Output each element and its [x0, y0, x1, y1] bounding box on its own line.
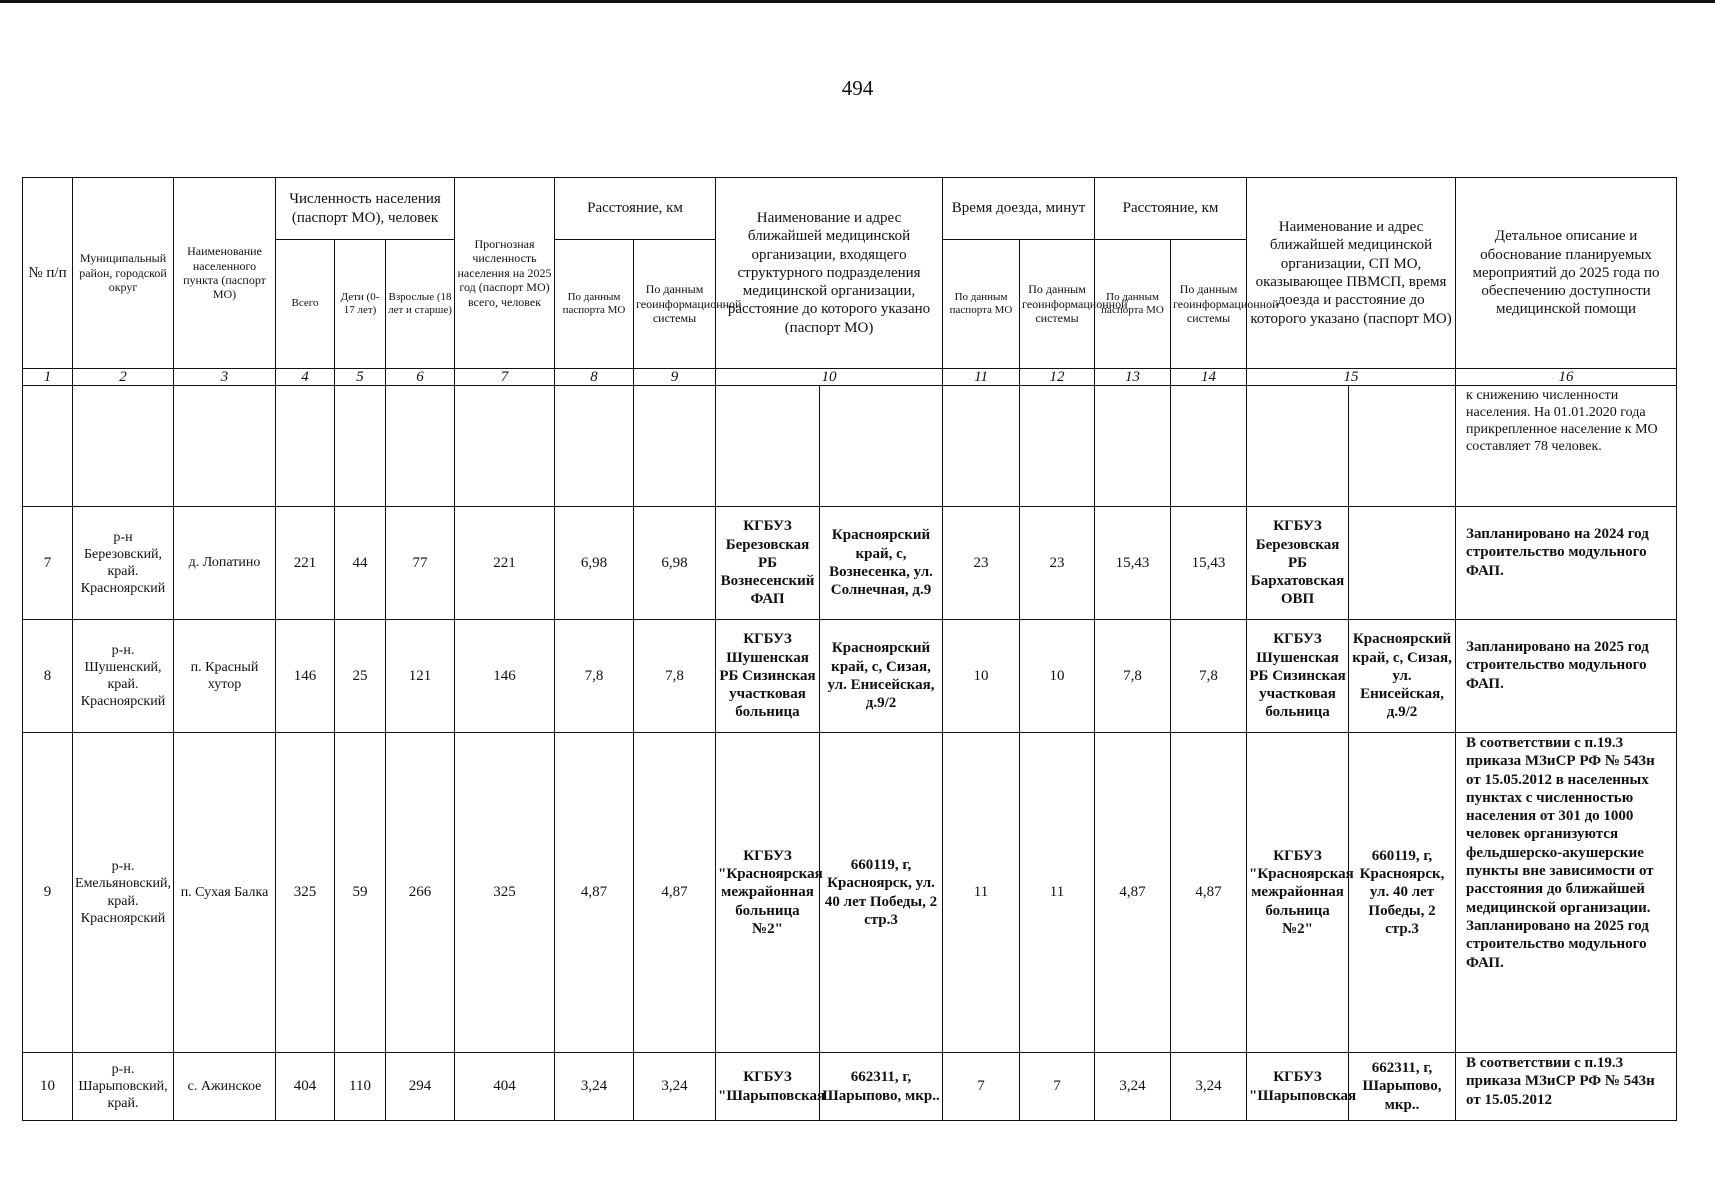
- time-gis-cell: 7: [1020, 1053, 1095, 1121]
- header-dist2-passport: По данным паспорта МО: [1095, 240, 1171, 369]
- time-passport-cell: 23: [943, 507, 1020, 620]
- population-children-cell: 25: [335, 620, 386, 733]
- pvmsp-address-cell: [1349, 507, 1456, 620]
- forecast-cell: 325: [455, 733, 555, 1053]
- column-number: 1: [23, 369, 73, 386]
- table-row: [23, 1053, 1677, 1121]
- time-passport-cell: 10: [943, 620, 1020, 733]
- time-gis-cell: 10: [1020, 620, 1095, 733]
- pvmsp-name-cell: КГБУЗ Шушенская РБ Сизинская участковая больница: [1247, 620, 1349, 733]
- pvmsp-name-cell: КГБУЗ "Шарыповская: [1247, 1053, 1349, 1121]
- distance-passport-cell: 7,8: [555, 620, 634, 733]
- row-number: 9: [23, 733, 73, 1053]
- header-total: Всего: [276, 240, 335, 369]
- forecast-cell: 146: [455, 620, 555, 733]
- header-district: Муниципальный район, городской округ: [73, 178, 174, 369]
- header-population-group: Численность населения (паспорт МО), человек: [276, 178, 455, 240]
- org-name-cell: КГБУЗ "Красноярская межрайонная больница №2": [716, 733, 820, 1053]
- pvmsp-address-cell: 662311, г, Шарыпово, мкр..: [1349, 1053, 1456, 1121]
- distance-passport-cell: 3,24: [555, 1053, 634, 1121]
- row-number: 7: [23, 507, 73, 620]
- header-dist-gis: По данным геоинформационной системы: [634, 240, 716, 369]
- population-children-cell: 59: [335, 733, 386, 1053]
- distance2-passport-cell: 4,87: [1095, 733, 1171, 1053]
- distance2-gis-cell: 4,87: [1171, 733, 1247, 1053]
- distance2-passport-cell: 3,24: [1095, 1053, 1171, 1121]
- district-cell: р-н. Шушенский, край. Красноярский: [73, 620, 174, 733]
- column-number: 9: [634, 369, 716, 386]
- table-row: [23, 620, 1677, 733]
- description-cell: В соответствии с п.19.3 приказа МЗиСР РФ № 543н от 15.05.2012 в населенных пунктах с численностью населения от 301 до 1000 человек организуются фельдшерско-акушерские пункты вне зависимости от расстояния до ближайшей медицинской организации. Запланировано на 2025 год строительство модульного ФАП.: [1456, 733, 1677, 1053]
- header-distance-group-b: Расстояние, км: [1095, 178, 1247, 240]
- org-name-cell: КГБУЗ "Шарыповская: [716, 1053, 820, 1121]
- settlement-cell: п. Красный хутор: [174, 620, 276, 733]
- table-row: [23, 507, 1677, 620]
- distance-passport-cell: 6,98: [555, 507, 634, 620]
- time-gis-cell: 23: [1020, 507, 1095, 620]
- column-number-row: [23, 369, 1677, 386]
- forecast-cell: 404: [455, 1053, 555, 1121]
- time-passport-cell: 7: [943, 1053, 1020, 1121]
- org-name-cell: КГБУЗ Шушенская РБ Сизинская участковая больница: [716, 620, 820, 733]
- column-number: 16: [1456, 369, 1677, 386]
- population-adults-cell: 294: [386, 1053, 455, 1121]
- header-description: Детальное описание и обоснование планируемых мероприятий до 2025 года по обеспечению доступности медицинской помощи: [1456, 178, 1677, 369]
- pvmsp-address-cell: Красноярский край, с, Сизая, ул. Енисейская, д.9/2: [1349, 620, 1456, 733]
- header-children: Дети (0-17 лет): [335, 240, 386, 369]
- top-border-line: [0, 0, 1715, 3]
- settlement-cell: д. Лопатино: [174, 507, 276, 620]
- district-cell: р-н Березовский, край. Красноярский: [73, 507, 174, 620]
- distance2-passport-cell: 15,43: [1095, 507, 1171, 620]
- column-number: 11: [943, 369, 1020, 386]
- population-total-cell: 404: [276, 1053, 335, 1121]
- distance-passport-cell: 4,87: [555, 733, 634, 1053]
- org-name-cell: КГБУЗ Березовская РБ Вознесенский ФАП: [716, 507, 820, 620]
- population-children-cell: 44: [335, 507, 386, 620]
- continuation-row: [23, 386, 1677, 507]
- pvmsp-name-cell: КГБУЗ "Красноярская межрайонная больница №2": [1247, 733, 1349, 1053]
- row-number: 10: [23, 1053, 73, 1121]
- column-number: 13: [1095, 369, 1171, 386]
- header-row-1: [23, 178, 1677, 240]
- district-cell: р-н. Емельяновский, край. Красноярский: [73, 733, 174, 1053]
- population-adults-cell: 121: [386, 620, 455, 733]
- time-passport-cell: 11: [943, 733, 1020, 1053]
- header-adults: Взрослые (18 лет и старше): [386, 240, 455, 369]
- distance-gis-cell: 4,87: [634, 733, 716, 1053]
- header-time-gis: По данным геоинформационной системы: [1020, 240, 1095, 369]
- population-adults-cell: 266: [386, 733, 455, 1053]
- time-gis-cell: 11: [1020, 733, 1095, 1053]
- column-number: 12: [1020, 369, 1095, 386]
- header-distance-group-a: Расстояние, км: [555, 178, 716, 240]
- org-address-cell: 660119, г, Красноярск, ул. 40 лет Победы, 2 стр.3: [820, 733, 943, 1053]
- header-num: № п/п: [23, 178, 73, 369]
- column-number: 15: [1247, 369, 1456, 386]
- table-row: [23, 733, 1677, 1053]
- description-cell: Запланировано на 2024 год строительство модульного ФАП.: [1456, 507, 1677, 620]
- settlement-cell: с. Ажинское: [174, 1053, 276, 1121]
- org-address-cell: Красноярский край, с, Сизая, ул. Енисейская, д.9/2: [820, 620, 943, 733]
- description-cell: Запланировано на 2025 год строительство модульного ФАП.: [1456, 620, 1677, 733]
- population-total-cell: 325: [276, 733, 335, 1053]
- district-cell: р-н. Шарыповский, край.: [73, 1053, 174, 1121]
- distance-gis-cell: 7,8: [634, 620, 716, 733]
- org-address-cell: 662311, г, Шарыпово, мкр..: [820, 1053, 943, 1121]
- column-number: 2: [73, 369, 174, 386]
- population-total-cell: 146: [276, 620, 335, 733]
- header-settlement: Наименование населенного пункта (паспорт МО): [174, 178, 276, 369]
- population-total-cell: 221: [276, 507, 335, 620]
- description-cell: В соответствии с п.19.3 приказа МЗиСР РФ № 543н от 15.05.2012: [1456, 1053, 1677, 1121]
- continuation-description: к снижению численности населения. На 01.01.2020 года прикрепленное население к МО составляет 78 человек.: [1456, 386, 1677, 507]
- column-number: 3: [174, 369, 276, 386]
- org-address-cell: Красноярский край, с, Вознесенка, ул. Солнечная, д.9: [820, 507, 943, 620]
- medical-accessibility-table: [22, 177, 1677, 1121]
- header-forecast: Прогнозная численность населения на 2025 год (паспорт МО) всего, человек: [455, 178, 555, 369]
- distance-gis-cell: 6,98: [634, 507, 716, 620]
- distance2-gis-cell: 7,8: [1171, 620, 1247, 733]
- header-travel-time-group: Время доезда, минут: [943, 178, 1095, 240]
- column-number: 8: [555, 369, 634, 386]
- population-children-cell: 110: [335, 1053, 386, 1121]
- distance2-gis-cell: 15,43: [1171, 507, 1247, 620]
- column-number: 5: [335, 369, 386, 386]
- column-number: 10: [716, 369, 943, 386]
- population-adults-cell: 77: [386, 507, 455, 620]
- distance2-gis-cell: 3,24: [1171, 1053, 1247, 1121]
- page-number: 494: [841, 76, 874, 100]
- header-nearest-org: Наименование и адрес ближайшей медицинской организации, входящего структурного подразделения медицинской организации, расстояние до которого указано (паспорт МО): [716, 178, 943, 369]
- distance2-passport-cell: 7,8: [1095, 620, 1171, 733]
- column-number: 7: [455, 369, 555, 386]
- settlement-cell: п. Сухая Балка: [174, 733, 276, 1053]
- header-dist2-gis: По данным геоинформационной системы: [1171, 240, 1247, 369]
- distance-gis-cell: 3,24: [634, 1053, 716, 1121]
- forecast-cell: 221: [455, 507, 555, 620]
- pvmsp-name-cell: КГБУЗ Березовская РБ Бархатовская ОВП: [1247, 507, 1349, 620]
- column-number: 14: [1171, 369, 1247, 386]
- column-number: 6: [386, 369, 455, 386]
- header-pvmsp-org: Наименование и адрес ближайшей медицинской организации, СП МО, оказывающее ПВМСП, время доезда и расстояние до которого указано (паспорт МО): [1247, 178, 1456, 369]
- header-time-passport: По данным паспорта МО: [943, 240, 1020, 369]
- pvmsp-address-cell: 660119, г, Красноярск, ул. 40 лет Победы, 2 стр.3: [1349, 733, 1456, 1053]
- column-number: 4: [276, 369, 335, 386]
- row-number: 8: [23, 620, 73, 733]
- header-dist-passport: По данным паспорта МО: [555, 240, 634, 369]
